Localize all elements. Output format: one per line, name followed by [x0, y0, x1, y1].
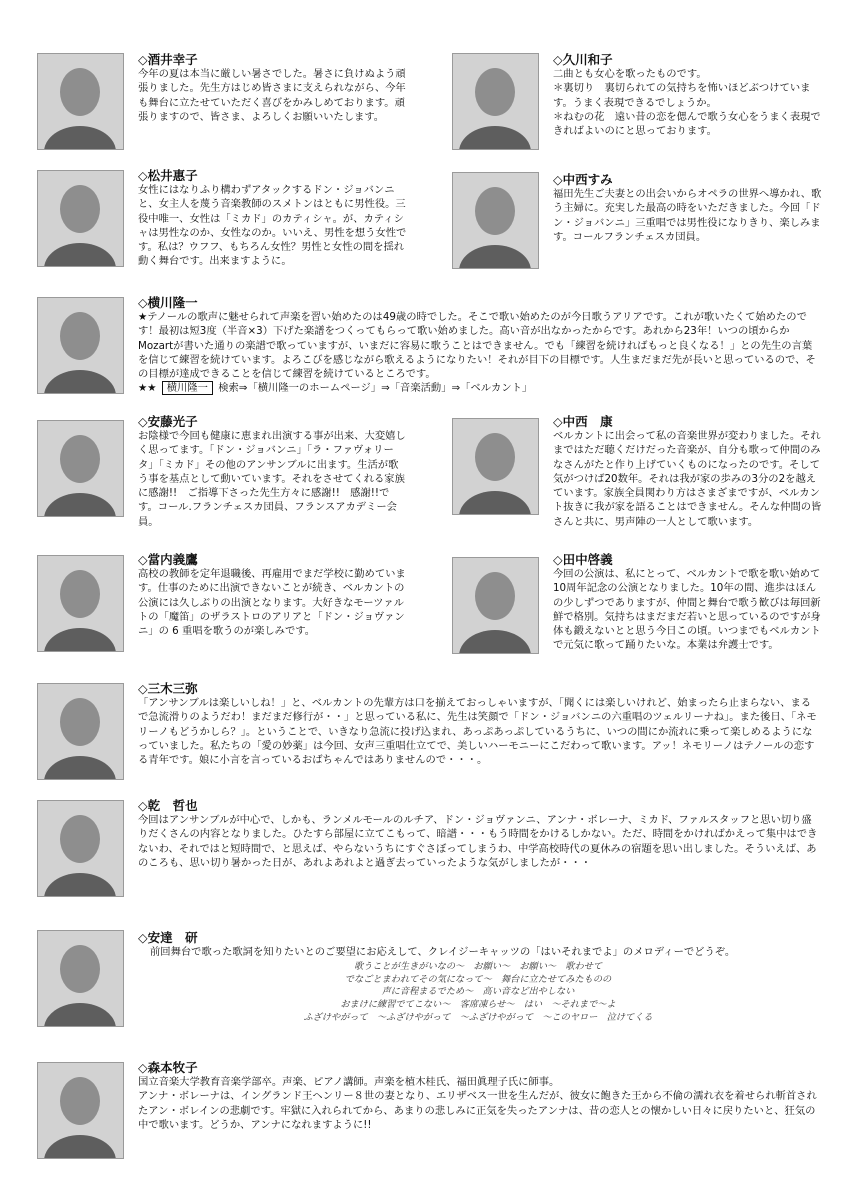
- search-hint-path: 検索⇒「横川隆一のホームページ」⇒「音楽活動」⇒「ベルカント」: [218, 382, 533, 395]
- person-silhouette-icon: [38, 298, 123, 393]
- entry-sakai: [138, 52, 408, 124]
- comment-line: 二曲とも女心を歌ったものです。: [553, 68, 707, 80]
- lyric-line: でなごとまわれてその気になって〜 舞台に立たせてみたものの: [344, 973, 612, 985]
- search-hint-prefix: ★★: [138, 382, 157, 395]
- person-silhouette-icon: [38, 171, 123, 266]
- member-comment: 今回の公演は、私にとって、ベルカントで歌を歌い始めて10周年記念の公演となりました。10年の間、進歩はほんの少しずつでありますが、仲間と舞台で歌う歓びは毎回新鮮で格別。気持ちはまだまだ若いと思っているのですが身体も鍛えないとと思う今日この頃。いつまでもベルカントで元気に歌って踊りたいな。本業は弁護士です。: [553, 568, 821, 652]
- member-name: ◇久川和子: [553, 52, 613, 67]
- entry-touchi: [138, 552, 408, 638]
- lyric-line: 歌うことが生きがいなの〜 お願い〜 お願い〜 歌わせて: [353, 961, 603, 973]
- member-comment: [553, 67, 823, 138]
- member-name: ◇中西すみ: [553, 172, 613, 187]
- comment-line: 国立音楽大学教育音楽学部卒。声楽、ピアノ講師。声楽を植木桂氏、福田眞理子氏に師事。: [138, 1076, 560, 1088]
- member-comment: 女性にはなりふり構わずアタックするドン・ジョバンニと、女主人を蔑う音楽教師のスメトンはともに男性役。三役中唯一、女性は「ミカド」のカティシャ。が、カティシャは男性なのか、女性なのか。いいえ、男性を想う女性です。私は？ウフフ、もちろん女性？男性と女性の間を揺れ動く舞台です。出来ますように。: [138, 184, 407, 268]
- member-comment: ベルカントに出会って私の音楽世界が変わりました。それまではただ聴くだけだった音楽が、自分も歌って仲間のみなさんがたと作り上げていくものになったのです。そして気がつけば20数年。それは我が家の歩みの3分の2を越えています。家族全員関わり方はさまざまですが、ベルカント抜きに我が家を語ることはできません。そんな仲間の皆さんと共に、男声陣の一人として歌います。: [553, 430, 822, 528]
- member-name: ◇安達 研: [138, 930, 198, 945]
- portrait-photo-sakai: [37, 53, 124, 150]
- search-keyword-box: 横川隆一: [162, 381, 213, 395]
- comment-line: ＊ねむの花 遠い昔の恋を偲んで歌う女心をうまく表現できればよいのにと思っております。: [553, 110, 821, 138]
- member-name: ◇三木三弥: [138, 681, 198, 696]
- person-silhouette-icon: [38, 931, 123, 1026]
- member-name: ◇酒井幸子: [138, 52, 198, 67]
- person-silhouette-icon: [38, 421, 123, 516]
- member-name: ◇乾 哲也: [138, 798, 198, 813]
- entry-adachi: [138, 930, 818, 1024]
- portrait-photo-nakanishi-yasushi: [452, 418, 539, 515]
- portrait-photo-touchi: [37, 555, 124, 652]
- entry-miki: [138, 681, 818, 767]
- entry-morimoto: [138, 1060, 818, 1132]
- person-silhouette-icon: [38, 684, 123, 779]
- lyric-line: おまけに練習でてこない〜 客席凍らせ〜 はい 〜それまで〜よ: [340, 999, 616, 1011]
- member-name: ◇安藤光子: [138, 414, 198, 429]
- person-silhouette-icon: [38, 556, 123, 651]
- portrait-photo-miki: [37, 683, 124, 780]
- member-comment: 今年の夏は本当に厳しい暑さでした。暑さに負けぬよう頑張りました。先生方はじめ皆さまに支えられながら、今年も舞台に立たせていただく喜びをかみしめております。頑張りますので、皆さま、よろしくお願いいたします。: [138, 68, 406, 123]
- portrait-photo-matsui: [37, 170, 124, 267]
- portrait-photo-nakanishi-sumi: [452, 172, 539, 269]
- member-comment: 高校の教師を定年退職後、再雇用でまだ学校に勤めています。仕事のために出演できないことが続き、ベルカントの公演には久しぶりの出演となります。大好きなモーツァルトの「魔笛」のザラストロのアリアと「ドン・ジョヴァンニ」の 6 重唱を歌うのが楽しみです。: [138, 568, 406, 638]
- person-silhouette-icon: [38, 1063, 123, 1158]
- person-silhouette-icon: [453, 558, 538, 653]
- member-comment: お陰様で今回も健康に恵まれ出演する事が出来、大変嬉しく思ってます。「ドン・ジョバンニ」「ラ・ファヴォリータ」「ミカド」その他のアンサンブルに出ます。生活が歌う事を基点として動いています。それをさせてくれる家族に感謝!! ご指導下さった先生方々に感謝!! 感謝!!です。コール.フランチェスカ団員、フランスアカデミー会員。: [138, 430, 406, 528]
- portrait-photo-yokokawa: [37, 297, 124, 394]
- member-comment: [138, 1075, 818, 1132]
- comment-line: アンナ・ボレーナは、イングランド王ヘンリー８世の妻となり、エリザベス一世を生んだが、彼女に飽きた王から不倫の濡れ衣を着せられ斬首されたアン・ボレインの悲劇です。牢獄に入れられてから、あまりの悲しみに正気を失ったアンナは、昔の恋人との懐かしい日々に戻りたいと、狂気の中で歌います。どうか、アンナになれますように!!: [138, 1090, 817, 1131]
- lyric-line: ふざけやがって 〜ふざけやがって 〜ふざけやがって 〜このヤロー 泣けてくる: [303, 1011, 653, 1023]
- comment-paragraph: 前回舞台で歌った歌詞を知りたいとのご要望にお応えして、クレイジーキャッツの「はいそれまでよ」のメロディーでどうぞ。: [150, 946, 736, 958]
- person-silhouette-icon: [38, 54, 123, 149]
- portrait-photo-ando: [37, 420, 124, 517]
- entry-matsui: [138, 168, 408, 269]
- portrait-photo-hisakawa: [452, 53, 539, 150]
- person-silhouette-icon: [453, 419, 538, 514]
- member-comment: 今回はアンサンブルが中心で、しかも、ランメルモールのルチア、ドン・ジョヴァンニ、アンナ・ボレーナ、ミカド、ファルスタッフと思い切り盛りだくさんの内容となりました。ひたすら部屋に立てこもって、暗譜・・・もう時間をかけるしかない。ただ、時間をかければかえって集中はできないわ、それではと短時間で、と思えば、やらないうちにすぐさぼってしまうわ、中学高校時代の夏休みの宿題を思い出しました。そういえば、あのころも、思い切り暑かった日が、あれよあれよと過ぎ去っていったような気がしましたが・・・: [138, 814, 818, 869]
- comment-line: ＊裏切り 裏切られての気持ちを怖いほどぶつけています。うまく表現できるでしょうか。: [553, 82, 811, 109]
- lyric-line: 声に音程まるでため〜 高い音など出やしない: [381, 986, 575, 998]
- member-name: ◇森本牧子: [138, 1060, 198, 1075]
- person-silhouette-icon: [453, 173, 538, 268]
- portrait-photo-tanaka: [452, 557, 539, 654]
- member-name: ◇中西 康: [553, 414, 613, 429]
- member-comment: 福田先生ご夫妻との出会いからオペラの世界へ導かれ、歌う主婦に。充実した最高の時をいただきました。今回「ドン・ジョバンニ」三重唱では男性役になりきり、楽しみます。コールフランチェスカ団員。: [553, 188, 822, 243]
- member-name: ◇松井惠子: [138, 168, 198, 183]
- entry-ando: [138, 414, 408, 529]
- entry-hisakawa: [553, 52, 823, 138]
- comment-paragraph: ★テノールの歌声に魅せられて声楽を習い始めたのは49歳の時でした。そこで歌い始めたのが今日歌うアリアです。これが歌いたくて始めたのです！最初は短3度（半音×3）下げた楽譜をつくってもらって歌い始めました。高い音が出なかったからです。あれから23年！いつの頃からかMozartが書いた通りの楽譜で歌っていますが、いまだに容易に歌うことはできません。でも「練習を続ければもっと良くなる！」との先生の言葉を信じて練習を続けています。よろこびを感じながら歌えるようになりたい！それが目下の目標です。人生まだまだ先が長いと思っているので、その目標が達成できることを信じて練習を続けているところです。: [138, 311, 816, 381]
- person-silhouette-icon: [453, 54, 538, 149]
- song-lyrics: [138, 961, 818, 1024]
- entry-tanaka: [553, 552, 823, 653]
- member-name: ◇田中啓義: [553, 552, 613, 567]
- search-hint: [138, 381, 818, 395]
- member-name: ◇横川隆一: [138, 295, 198, 310]
- member-comment: [138, 945, 818, 959]
- member-comment: [138, 310, 818, 396]
- portrait-photo-inui: [37, 800, 124, 897]
- person-silhouette-icon: [38, 801, 123, 896]
- member-name: ◇當内義鷹: [138, 552, 198, 567]
- entry-nakanishi-sumi: [553, 172, 823, 244]
- entry-inui: [138, 798, 818, 870]
- entry-nakanishi-yasushi: [553, 414, 823, 529]
- entry-yokokawa: [138, 295, 818, 396]
- member-comment: 「アンサンブルは楽しいしね！」と、ベルカントの先輩方は口を揃えておっしゃいますが、「聞くには楽しいけれど、始まったら止まらない、まるで急流滑りのようだわ！まだまだ修行が・・」と思っている私に、先生は笑顔で「ドン・ジョバンニの六重唱のツェルリーナね」。また後日、「ネモリーノもどうかしら？」。ということで、いきなり急流に投げ込まれ、あっぷあっぷしているうちに、いつの間にか流れに乗って楽しめるようになっていました。私たちの「愛の妙薬」は今回、女声三重唱仕立てで、美しいハーモニーにこだわって歌います。アッ！ネモリーノはテノールの恋する青年です。娘に小言を言っているおばちゃんではありませんので・・・。: [138, 697, 817, 767]
- portrait-photo-adachi: [37, 930, 124, 1027]
- portrait-photo-morimoto: [37, 1062, 124, 1159]
